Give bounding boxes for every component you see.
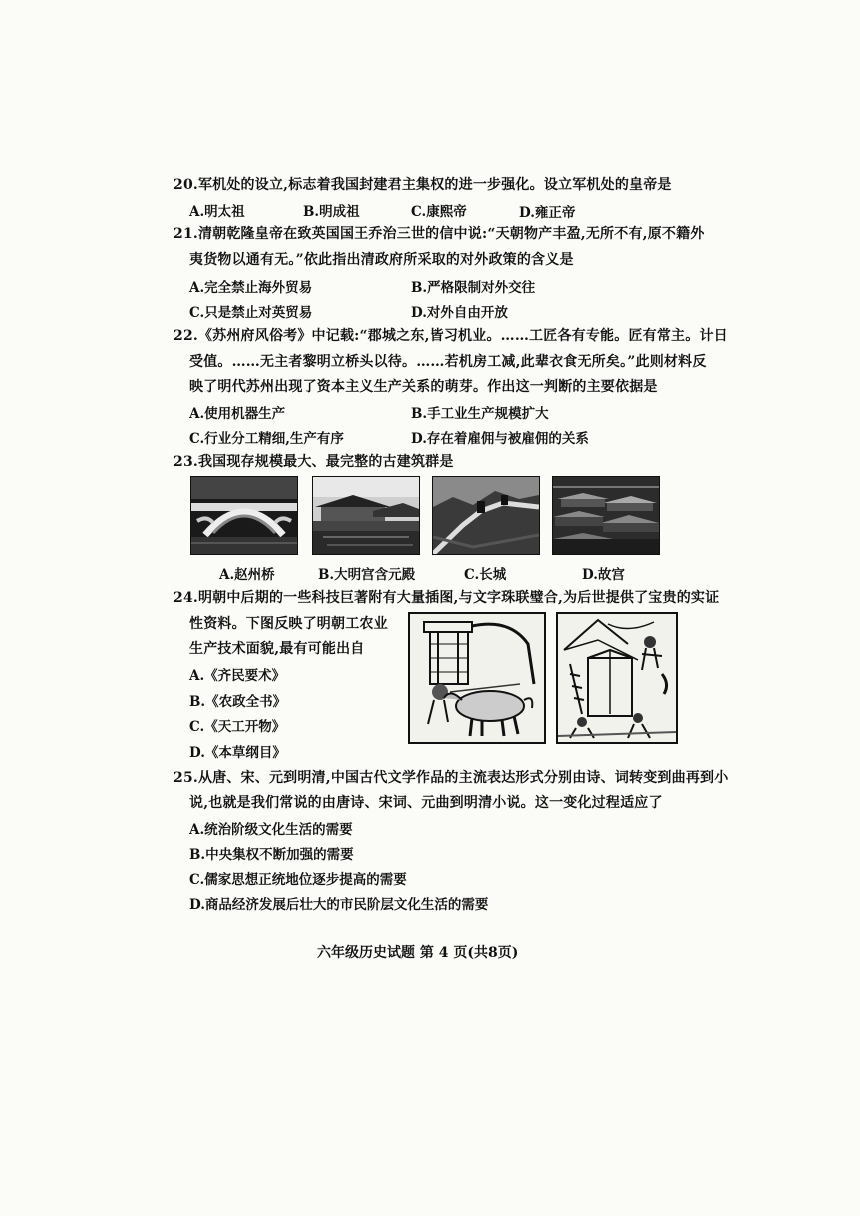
q24-option-a: A.《齐民要术》 xyxy=(189,668,286,684)
question-22-stem-3: 映了明代苏州出现了资本主义生产关系的萌芽。作出这一判断的主要依据是 xyxy=(189,379,658,395)
q23-option-d: D.故宫 xyxy=(582,567,625,583)
question-22-stem-2: 受值。……无主者黎明立桥头以待。……若机房工减,此辈衣食无所矣。”此则材料反 xyxy=(189,354,707,370)
q21-option-d: D.对外自由开放 xyxy=(411,305,508,321)
q21-option-b: B.严格限制对外交往 xyxy=(411,280,536,296)
q25-option-c: C.儒家思想正统地位逐步提高的需要 xyxy=(189,872,407,888)
q24-option-c: C.《天工开物》 xyxy=(189,719,286,735)
q25-option-d: D.商品经济发展后壮大的市民阶层文化生活的需要 xyxy=(189,897,489,913)
q23-option-a: A.赵州桥 xyxy=(219,567,275,583)
q24-option-d: D.《本草纲目》 xyxy=(189,745,286,761)
question-22-stem-1: 22.《苏州府风俗考》中记载:“郡城之东,皆习机业。……工匠各有专能。匠有常主。计日 xyxy=(173,328,728,344)
question-21-stem-2: 夷货物以通有无。”依此指出清政府所采取的对外政策的含义是 xyxy=(189,252,574,268)
question-20-stem: 20.军机处的设立,标志着我国封建君主集权的进一步强化。设立军机处的皇帝是 xyxy=(173,177,672,193)
q23-option-c: C.长城 xyxy=(464,567,507,583)
salt-well-drilling-illustration xyxy=(556,612,678,744)
q20-option-d: D.雍正帝 xyxy=(519,205,576,221)
forbidden-city-photo xyxy=(552,476,660,555)
q20-option-c: C.康熙帝 xyxy=(411,204,467,220)
question-24-stem-3: 生产技术面貌,最有可能出自 xyxy=(189,641,365,657)
page-footer: 六年级历史试题 第 4 页(共8页) xyxy=(317,945,519,961)
q22-option-b: B.手工业生产规模扩大 xyxy=(411,406,549,422)
q23-option-b: B.大明宫含元殿 xyxy=(318,567,416,583)
zhaozhou-bridge-photo xyxy=(190,476,298,555)
q25-option-a: A.统治阶级文化生活的需要 xyxy=(189,822,353,838)
daming-palace-photo xyxy=(312,476,420,555)
q21-option-c: C.只是禁止对英贸易 xyxy=(189,305,313,321)
ox-powered-mill-illustration xyxy=(408,612,546,744)
question-24-stem-1: 24.明朝中后期的一些科技巨著附有大量插图,与文字珠联璧合,为后世提供了宝贵的实证 xyxy=(173,590,720,606)
q22-option-a: A.使用机器生产 xyxy=(189,406,286,422)
question-25-stem-1: 25.从唐、宋、元到明清,中国古代文学作品的主流表达形式分别由诗、词转变到曲再到小 xyxy=(173,770,729,786)
q22-option-c: C.行业分工精细,生产有序 xyxy=(189,431,344,447)
q24-option-b: B.《农政全书》 xyxy=(189,694,287,710)
q20-option-b: B.明成祖 xyxy=(303,204,360,220)
question-23-stem: 23.我国现存规模最大、最完整的古建筑群是 xyxy=(173,454,454,470)
q22-option-d: D.存在着雇佣与被雇佣的关系 xyxy=(411,431,589,447)
q25-option-b: B.中央集权不断加强的需要 xyxy=(189,847,354,863)
question-21-stem-1: 21.清朝乾隆皇帝在致英国国王乔治三世的信中说:“天朝物产丰盈,无所不有,原不籍外 xyxy=(173,226,705,242)
great-wall-photo xyxy=(432,476,540,555)
question-25-stem-2: 说,也就是我们常说的由唐诗、宋词、元曲到明清小说。这一变化过程适应了 xyxy=(189,795,663,811)
q20-option-a: A.明太祖 xyxy=(189,204,245,220)
question-24-stem-2: 性资料。下图反映了明朝工农业 xyxy=(189,616,388,632)
q21-option-a: A.完全禁止海外贸易 xyxy=(189,280,313,296)
